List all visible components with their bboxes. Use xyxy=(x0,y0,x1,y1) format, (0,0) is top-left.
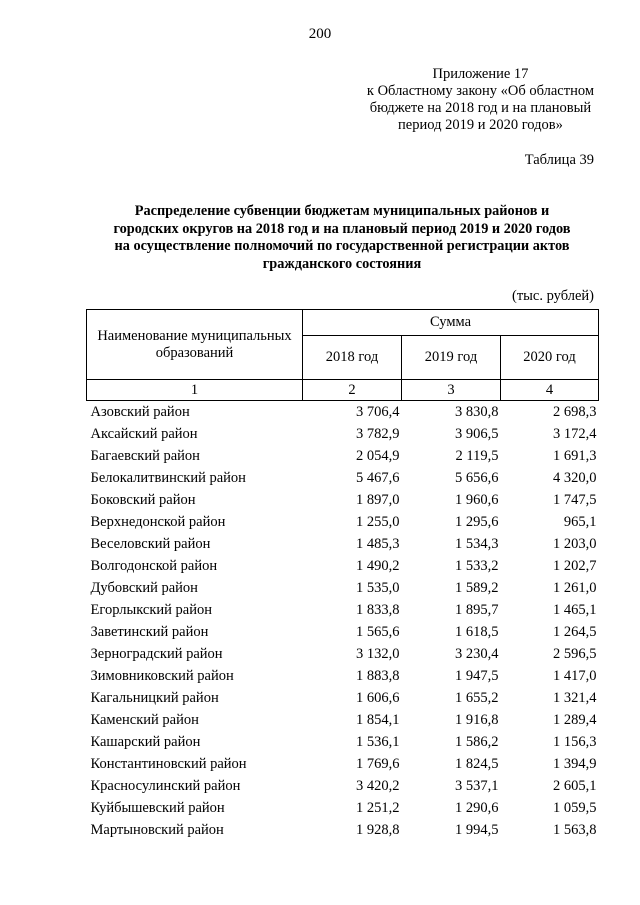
district-name: Белокалитвинский район xyxy=(90,469,246,486)
value-2018: 1 854,1 xyxy=(356,711,400,728)
district-name: Волгодонской район xyxy=(90,557,218,574)
document-title xyxy=(86,203,598,273)
district-name: Зерноградский район xyxy=(90,645,223,662)
district-name: Дубовский район xyxy=(90,579,198,596)
table-row xyxy=(87,731,599,753)
header-sum: Сумма xyxy=(303,310,599,336)
value-2018: 1 565,6 xyxy=(356,623,400,640)
district-name: Егорлыкский район xyxy=(90,601,212,618)
title-line: городских округов на 2018 год и на плановый период 2019 и 2020 годов xyxy=(113,220,571,237)
district-name: Константиновский район xyxy=(90,755,247,772)
value-2018: 1 485,3 xyxy=(356,535,400,552)
table-row xyxy=(87,423,599,445)
value-2018: 1 255,0 xyxy=(356,513,400,530)
value-2018: 1 883,8 xyxy=(356,667,400,684)
table-row xyxy=(87,489,599,511)
table-row xyxy=(87,467,599,489)
table-row xyxy=(87,445,599,467)
value-2020: 1 203,0 xyxy=(553,535,597,552)
district-name: Красносулинский район xyxy=(90,777,241,794)
district-name: Куйбышевский район xyxy=(90,799,225,816)
value-2019: 3 537,1 xyxy=(455,777,499,794)
table-row xyxy=(87,555,599,577)
value-2018: 1 769,6 xyxy=(356,755,400,772)
value-2020: 4 320,0 xyxy=(553,469,597,486)
table-row xyxy=(87,621,599,643)
value-2018: 3 420,2 xyxy=(356,777,400,794)
subvention-table xyxy=(86,309,599,841)
value-2019: 2 119,5 xyxy=(455,447,499,464)
value-2019: 5 656,6 xyxy=(455,469,499,486)
column-number: 1 xyxy=(87,380,303,401)
value-2019: 3 830,8 xyxy=(455,403,499,420)
value-2020: 1 261,0 xyxy=(553,579,597,596)
value-2019: 3 906,5 xyxy=(455,425,499,442)
value-2019: 1 895,7 xyxy=(455,601,499,618)
district-name: Мартыновский район xyxy=(90,821,224,838)
value-2018: 1 490,2 xyxy=(356,557,400,574)
appendix-header xyxy=(367,66,594,134)
table-row xyxy=(87,577,599,599)
value-2020: 3 172,4 xyxy=(553,425,597,442)
value-2020: 1 289,4 xyxy=(553,711,597,728)
table-row xyxy=(87,819,599,841)
value-2020: 2 698,3 xyxy=(553,403,597,420)
value-2018: 3 782,9 xyxy=(356,425,400,442)
table-row xyxy=(87,775,599,797)
value-2020: 1 394,9 xyxy=(553,755,597,772)
table-row xyxy=(87,511,599,533)
district-name: Багаевский район xyxy=(90,447,200,464)
value-2019: 1 824,5 xyxy=(455,755,499,772)
value-2018: 1 833,8 xyxy=(356,601,400,618)
district-name: Кашарский район xyxy=(90,733,201,750)
table-row xyxy=(87,533,599,555)
column-number: 4 xyxy=(501,380,599,401)
value-2019: 1 655,2 xyxy=(455,689,499,706)
title-line: гражданского состояния xyxy=(262,255,422,272)
value-2018: 1 536,1 xyxy=(356,733,400,750)
district-name: Боковский район xyxy=(90,491,196,508)
appendix-line: бюджете на 2018 год и на плановый xyxy=(369,100,592,116)
table-row xyxy=(87,665,599,687)
value-2019: 1 960,6 xyxy=(455,491,499,508)
table-row xyxy=(87,401,599,424)
appendix-line: период 2019 и 2020 годов» xyxy=(398,117,563,133)
value-2018: 1 606,6 xyxy=(356,689,400,706)
header-year-2019: 2019 год xyxy=(402,336,501,380)
header-name-line: образований xyxy=(155,344,234,361)
title-line: на осуществление полномочий по государственной регистрации актов xyxy=(114,238,570,254)
value-2018: 1 928,8 xyxy=(356,821,400,838)
table-label: Таблица 39 xyxy=(524,152,594,168)
district-name: Кагальницкий район xyxy=(90,689,219,706)
value-2020: 1 465,1 xyxy=(553,601,597,618)
value-2019: 1 589,2 xyxy=(455,579,499,596)
value-2019: 1 295,6 xyxy=(455,513,499,530)
value-2019: 1 533,2 xyxy=(455,557,499,574)
units-label: (тыс. рублей) xyxy=(512,288,594,304)
value-2019: 1 947,5 xyxy=(455,667,499,684)
table-row xyxy=(87,643,599,665)
value-2020: 1 691,3 xyxy=(553,447,597,464)
value-2018: 5 467,6 xyxy=(356,469,400,486)
value-2019: 1 290,6 xyxy=(455,799,499,816)
value-2020: 1 059,5 xyxy=(553,799,597,816)
table-row xyxy=(87,797,599,819)
value-2020: 1 321,4 xyxy=(553,689,597,706)
page-number: 200 xyxy=(308,26,332,42)
value-2019: 1 586,2 xyxy=(455,733,499,750)
table-row xyxy=(87,687,599,709)
value-2018: 1 535,0 xyxy=(356,579,400,596)
value-2019: 1 618,5 xyxy=(455,623,499,640)
value-2020: 1 747,5 xyxy=(553,491,597,508)
header-name-cell xyxy=(87,310,303,380)
table-row xyxy=(87,753,599,775)
value-2020: 2 605,1 xyxy=(553,777,597,794)
header-year-2018: 2018 год xyxy=(303,336,402,380)
header-year-2020: 2020 год xyxy=(501,336,599,380)
appendix-line: Приложение 17 xyxy=(432,66,529,82)
value-2018: 3 132,0 xyxy=(356,645,400,662)
header-name-line: Наименование муниципальных xyxy=(97,327,292,344)
value-2020: 1 563,8 xyxy=(553,821,597,838)
district-name: Аксайский район xyxy=(90,425,198,442)
district-name: Верхнедонской район xyxy=(90,513,226,530)
value-2019: 3 230,4 xyxy=(455,645,499,662)
value-2019: 1 994,5 xyxy=(455,821,499,838)
title-line: Распределение субвенции бюджетам муниципальных районов и xyxy=(134,203,550,219)
value-2018: 1 251,2 xyxy=(356,799,400,816)
table-row xyxy=(87,709,599,731)
value-2020: 1 264,5 xyxy=(553,623,597,640)
table-body xyxy=(87,401,599,842)
table-row xyxy=(87,599,599,621)
value-2018: 3 706,4 xyxy=(356,403,400,420)
appendix-line: к Областному закону «Об областном xyxy=(366,83,594,99)
value-2020: 1 417,0 xyxy=(553,667,597,684)
district-name: Каменский район xyxy=(90,711,199,728)
district-name: Заветинский район xyxy=(90,623,209,640)
value-2019: 1 534,3 xyxy=(455,535,499,552)
value-2019: 1 916,8 xyxy=(455,711,499,728)
district-name: Зимовниковский район xyxy=(90,667,234,684)
column-number: 2 xyxy=(303,380,402,401)
value-2020: 1 156,3 xyxy=(553,733,597,750)
value-2018: 2 054,9 xyxy=(356,447,400,464)
value-2020: 1 202,7 xyxy=(553,557,597,574)
value-2020: 2 596,5 xyxy=(553,645,597,662)
district-name: Веселовский район xyxy=(90,535,211,552)
value-2018: 1 897,0 xyxy=(356,491,400,508)
value-2020: 965,1 xyxy=(563,513,597,530)
district-name: Азовский район xyxy=(90,403,190,420)
column-number: 3 xyxy=(402,380,501,401)
